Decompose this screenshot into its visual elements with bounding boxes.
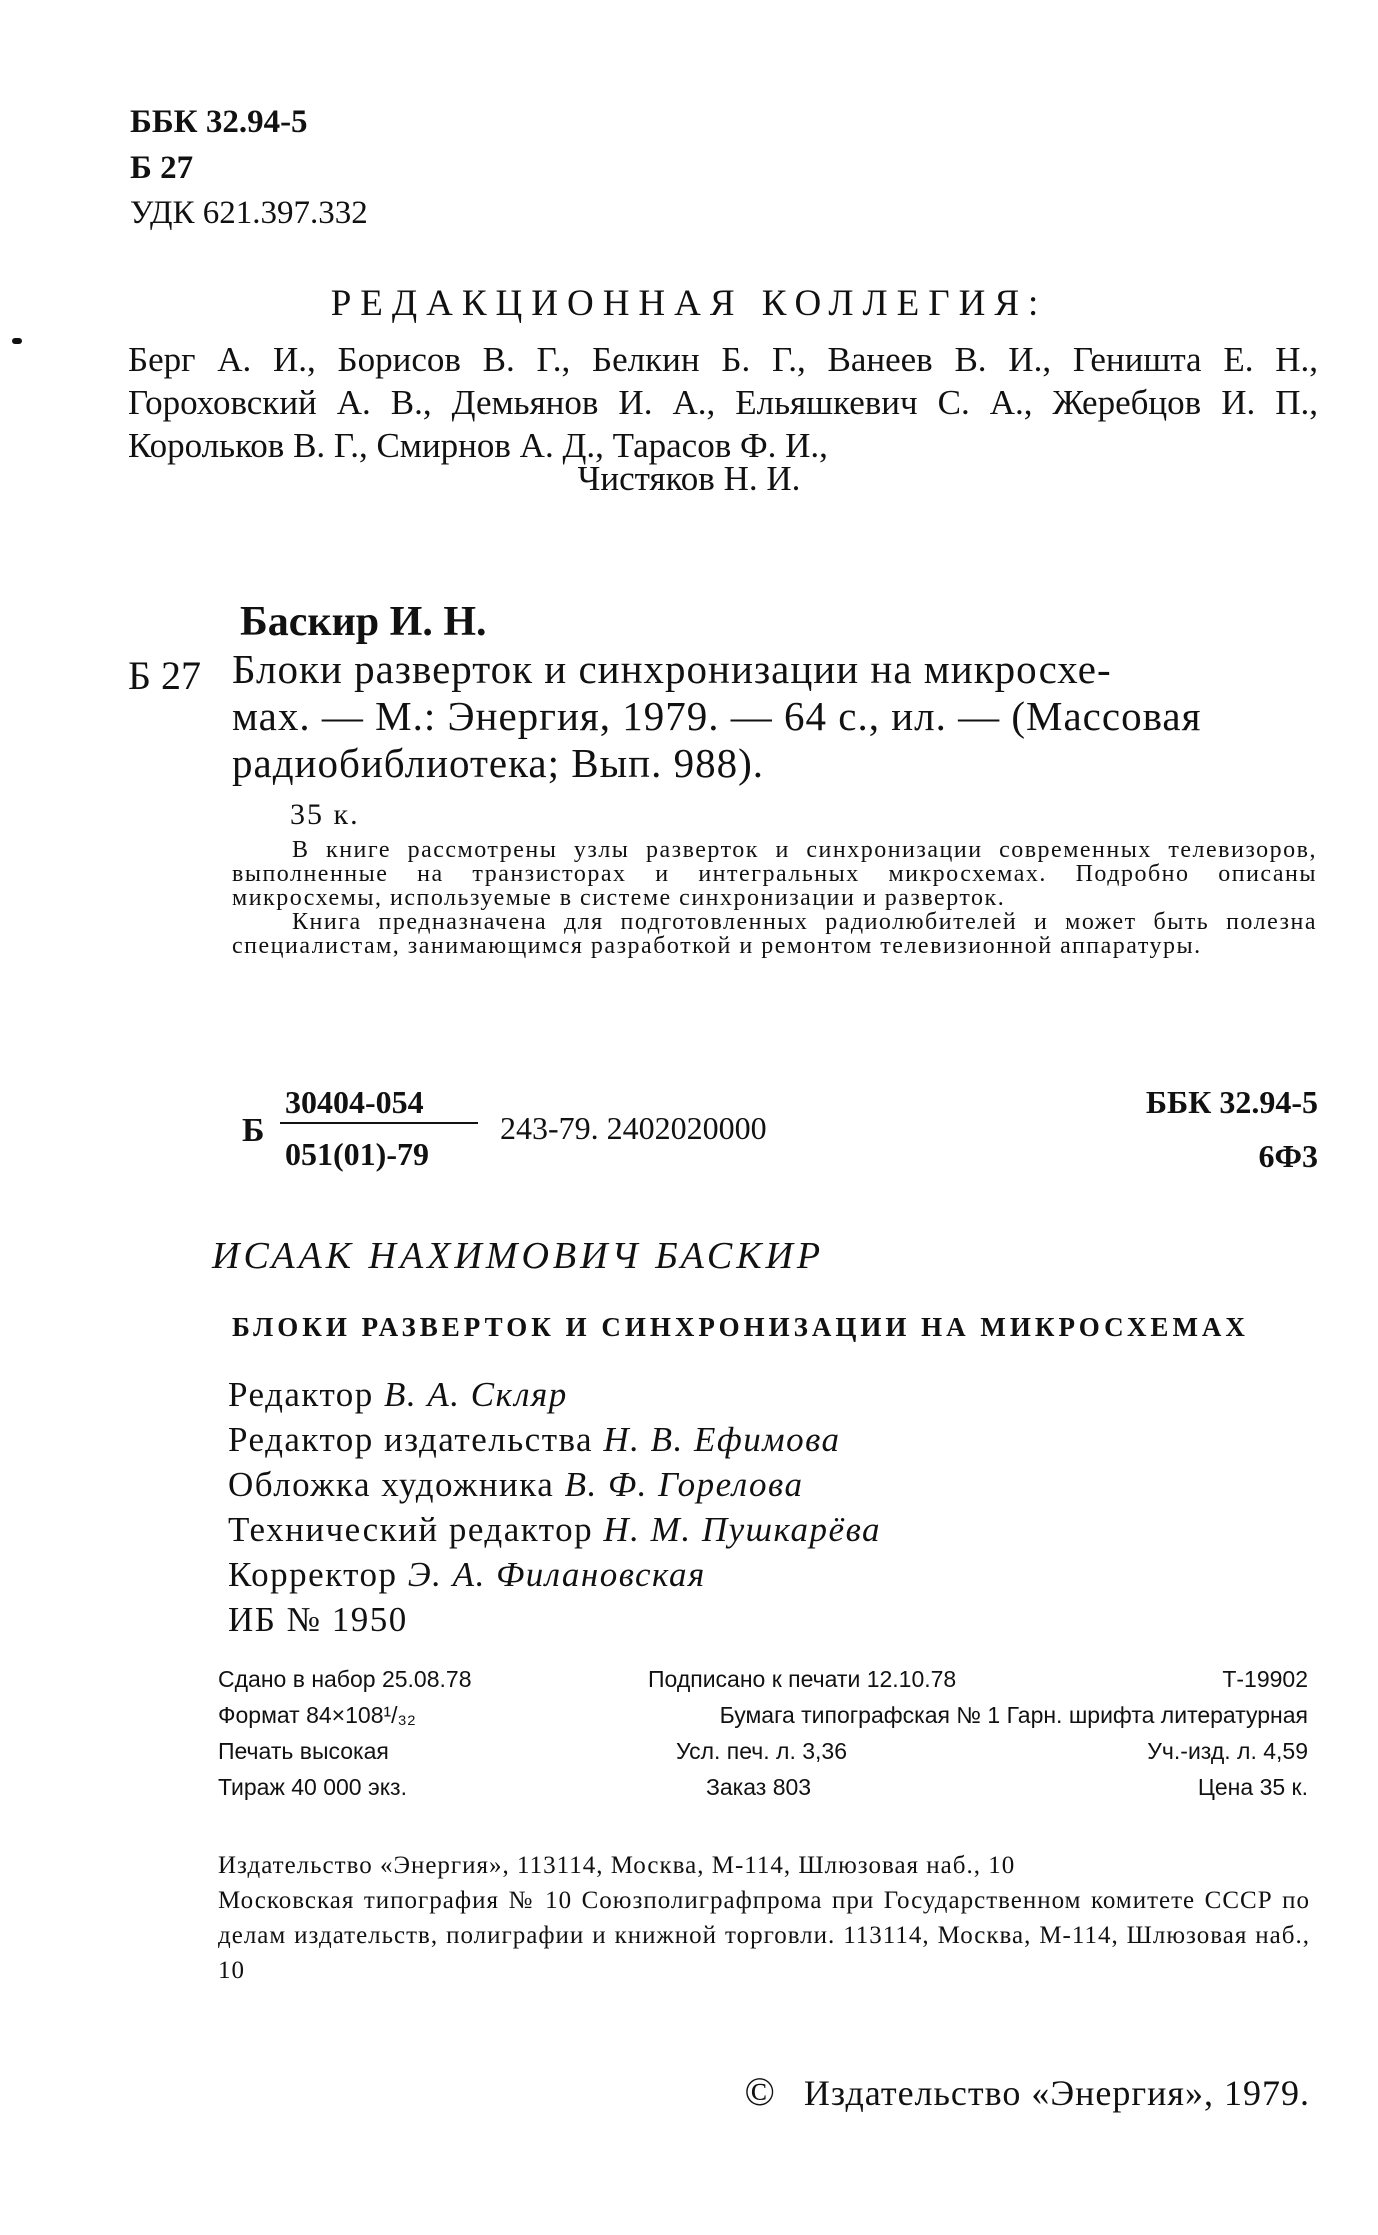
author-full-name: ИСААК НАХИМОВИЧ БАСКИР [212,1235,825,1277]
imprint-table [218,1666,1308,1810]
imprint-row [218,1738,1308,1774]
index-fz: 6Ф3 [1258,1138,1318,1174]
abstract-paragraph: Книга предназначена для подготовленных радиолюбителей и может быть полезна специалистам, занимающимся разработкой и ремонтом телевизионной аппаратуры. [232,909,1317,959]
copyright-line [0,2068,1310,2115]
credit-role: Редактор [228,1375,374,1414]
credit-row [228,1372,881,1417]
credit-row [228,1597,881,1642]
imprint-row [218,1702,1308,1738]
book-code: Б 27 [130,150,194,186]
title-caps: БЛОКИ РАЗВЕРТОК И СИНХРОНИЗАЦИИ НА МИКРОСХЕМАХ [232,1312,1249,1342]
imprint-cell: Подписано к печати 12.10.78 [648,1666,957,1692]
abstract-paragraph: В книге рассмотрены узлы разверток и синхронизации современных телевизоров, выполненные на транзисторах и интегральных микросхемах. Подробно описаны микросхемы, используемые в системе синхронизации и разверток. [232,837,1317,911]
copyright-icon: © [744,2069,776,2114]
credit-row [228,1462,881,1507]
publisher-info [218,1848,1310,1988]
index-denominator: 051(01)-79 [285,1136,429,1172]
imprint-cell: Уч.-изд. л. 4,59 [1147,1738,1308,1764]
index-code: 243-79. 2402020000 [500,1110,767,1146]
credits-list [228,1372,881,1642]
credit-name: Н. В. Ефимова [603,1420,841,1459]
credit-role: Корректор [228,1555,398,1594]
credit-row [228,1552,881,1597]
credit-row [228,1417,881,1462]
title-line: радиобиблиотека; Вып. 988). [232,740,764,786]
imprint-cell: Цена 35 к. [1197,1774,1308,1800]
record-author: Баскир И. Н. [240,599,487,645]
imprint-cell: Усл. печ. л. 3,36 [676,1738,847,1764]
board-heading: РЕДАКЦИОННАЯ КОЛЛЕГИЯ: [330,283,1048,324]
bbk-code: ББК 32.94-5 [130,104,308,140]
index-numerator: 30404-054 [285,1084,424,1120]
fraction-bar [280,1122,478,1124]
record-abstract [232,838,1317,958]
imprint-cell: Сдано в набор 25.08.78 [218,1666,472,1692]
record-title [232,646,1317,787]
credit-row [228,1507,881,1552]
imprint-cell: Тираж 40 000 экз. [218,1774,407,1800]
imprint-cell: Заказ 803 [706,1774,812,1800]
scan-mark [12,338,22,344]
copyright-text: Издательство «Энергия», 1979. [803,2073,1310,2113]
imprint-cell: Печать высокая [218,1738,389,1764]
imprint-cell: Формат 84×108¹/₃₂ [218,1702,416,1728]
title-line: мах. — М.: Энергия, 1979. — 64 с., ил. — (Массовая [232,693,1202,739]
publisher-line: Московская типография № 10 Союзполиграфпрома при Государственном комитете СССР по делам издательств, полиграфии и книжной торговли. 113114, Москва, М-114, Шлюзовая наб., 10 [218,1887,1310,1984]
credit-role: Обложка художника [228,1465,555,1504]
record-code: Б 27 [128,653,201,698]
credit-name: В. Ф. Горелова [564,1465,804,1504]
imprint-row [218,1666,1308,1702]
credit-name: В. А. Скляр [384,1375,568,1414]
board-last-member: Чистяков Н. И. [577,459,801,498]
imprint-cell: Т-19902 [1222,1666,1308,1692]
udk-code: УДК 621.397.332 [130,195,368,231]
imprint-row [218,1774,1308,1810]
title-line: Блоки разверток и синхронизации на микросхе- [232,646,1112,692]
credit-name: Э. А. Филановская [407,1555,706,1594]
credit-role: Технический редактор [228,1510,594,1549]
credit-name: Н. М. Пушкарёва [603,1510,882,1549]
record-price: 35 к. [290,798,360,831]
publisher-line: Издательство «Энергия», 113114, Москва, М-114, Шлюзовая наб., 10 [218,1852,1016,1879]
board-members: Берг А. И., Борисов В. Г., Белкин Б. Г., Ванеев В. И., Геништа Е. Н., Гороховский А. В., Демьянов И. А., Ельяшкевич С. А., Жеребцов И. П., Корольков В. Г., Смирнов А. Д., Тарасов Ф. И., [128,340,1318,465]
credit-role: ИБ № 1950 [228,1600,408,1639]
credit-role: Редактор издательства [228,1420,594,1459]
index-letter: Б [242,1112,265,1149]
index-bbk: ББК 32.94-5 [1145,1084,1318,1120]
imprint-cell: Бумага типографская № 1 Гарн. шрифта литературная [719,1702,1308,1728]
